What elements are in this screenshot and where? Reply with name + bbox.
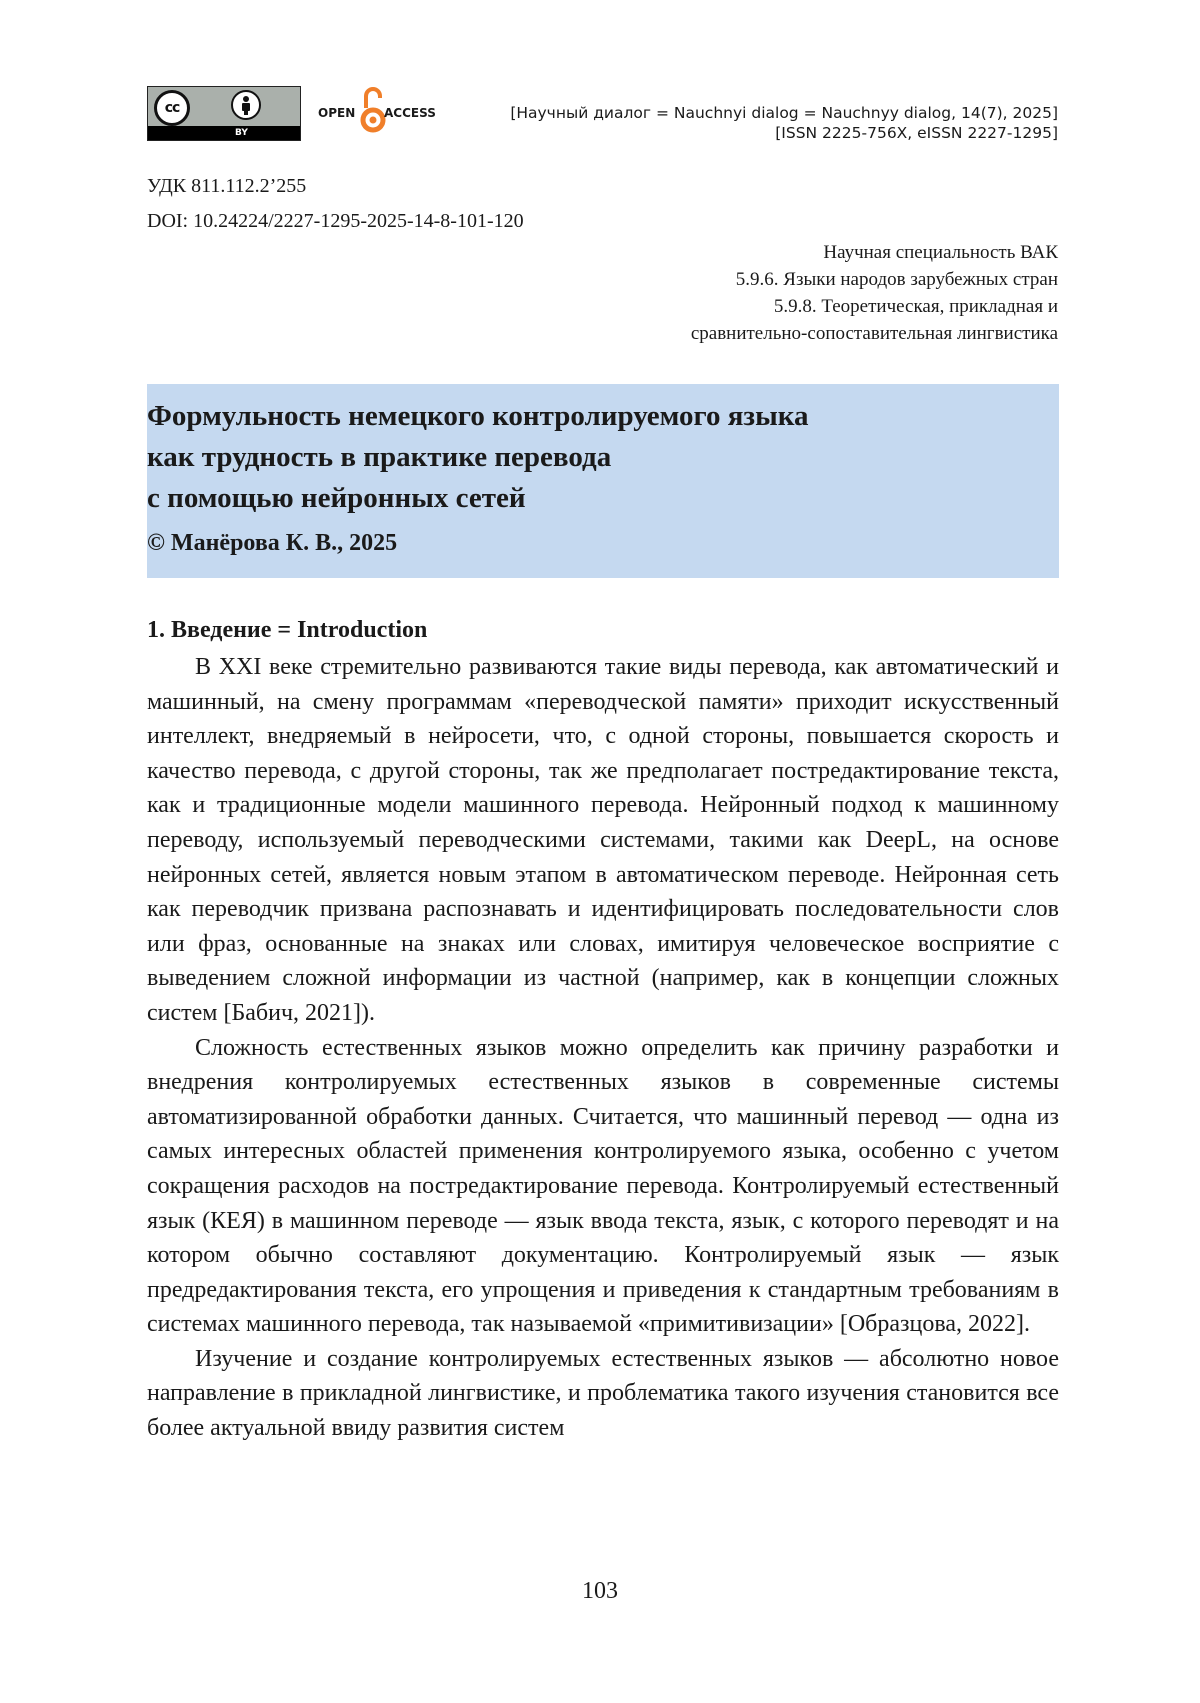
license-label-bar <box>148 126 300 140</box>
body-text <box>147 650 1059 1446</box>
journal-citation <box>510 103 1058 143</box>
paragraph: Изучение и создание контролируемых естественных языков — абсолютно новое направление в прикладной лингвистике, и проблематика такого изучения становится все более актуальной ввиду развития систем <box>147 1345 1059 1442</box>
article-title-line: Формульность немецкого контролируемого языка <box>147 400 809 432</box>
journal-issn-line: [ISSN 2225-756X, eISSN 2227-1295] <box>775 124 1058 142</box>
open-access-logo[interactable] <box>318 84 458 140</box>
specialty-line: сравнительно-сопоставительная лингвистика <box>690 323 1058 344</box>
doi-link[interactable]: DOI: 10.24224/2227-1295-2025-14-8-101-120 <box>147 210 524 232</box>
article-author: © Манёрова К. В., 2025 <box>147 530 398 556</box>
open-access-access-text: ACCESS <box>384 106 436 120</box>
article-title-line: как трудность в практике перевода <box>147 441 612 473</box>
page-number: 103 <box>582 1578 618 1604</box>
section-heading: 1. Введение = Introduction <box>147 617 428 643</box>
specialty-line: Научная специальность ВАК <box>823 242 1058 263</box>
article-title-line: с помощью нейронных сетей <box>147 482 526 514</box>
license-label: BY <box>235 128 248 138</box>
paragraph: Сложность естественных языков можно определить как причину разработки и внедрения контролируемых естественных языков в современные системы автоматизированной обработки данных. Считается, что машинный перевод — одна из самых интересных областей применения контролируемого языка, особенно с учетом сокращения расходов на постредактирование перевода. Контролируемый естественный язык (КЕЯ) в машинном переводе — язык ввода текста, язык, с которого переводят и на котором обычно составляют документацию. Контролируемый язык — язык предредактирования текста, его упрощения и приведения к стандартным требованиям в системах машинного перевода, так называемой «примитивизации» [Образцова, 2022]. <box>147 1034 1059 1338</box>
cc-icon: cc <box>154 90 190 126</box>
journal-citation-line: [Научный диалог = Nauchnyi dialog = Nauchnyy dialog, 14(7), 2025] <box>510 104 1058 122</box>
attribution-person-icon <box>231 90 261 120</box>
title-block <box>147 384 1059 578</box>
paragraph: В XXI веке стремительно развиваются такие виды перевода, как автоматический и машинный, на смену программам «переводческой памяти» приходит искусственный интеллект, внедряемый в нейросети, что, с одной стороны, повышается скорость и качество перевода, с другой стороны, так же предполагает постредактирование текста, как и традиционные модели машинного перевода. Нейронный подход к машинному переводу, используемый переводческими системами, такими как DeepL, на основе нейронных сетей, является новым этапом в автоматическом переводе. Нейронная сеть как переводчик призвана распознавать и идентифицировать последовательности слов или фраз, основанные на знаках или словах, имитируя человеческое восприятие с выведением сложной информации из частной (например, как в концепции сложных систем [Бабич, 2021]). <box>147 654 1059 1026</box>
specialty-line: 5.9.6. Языки народов зарубежных стран <box>735 269 1058 290</box>
specialty-line: 5.9.8. Теоретическая, прикладная и <box>773 296 1058 317</box>
open-lock-icon <box>360 84 386 140</box>
cc-by-license-badge[interactable] <box>147 86 301 141</box>
udk-code: УДК 811.112.2’255 <box>147 175 307 197</box>
article-title <box>147 396 809 519</box>
scientific-specialty <box>691 239 1058 347</box>
open-access-open-text: OPEN <box>318 106 356 120</box>
